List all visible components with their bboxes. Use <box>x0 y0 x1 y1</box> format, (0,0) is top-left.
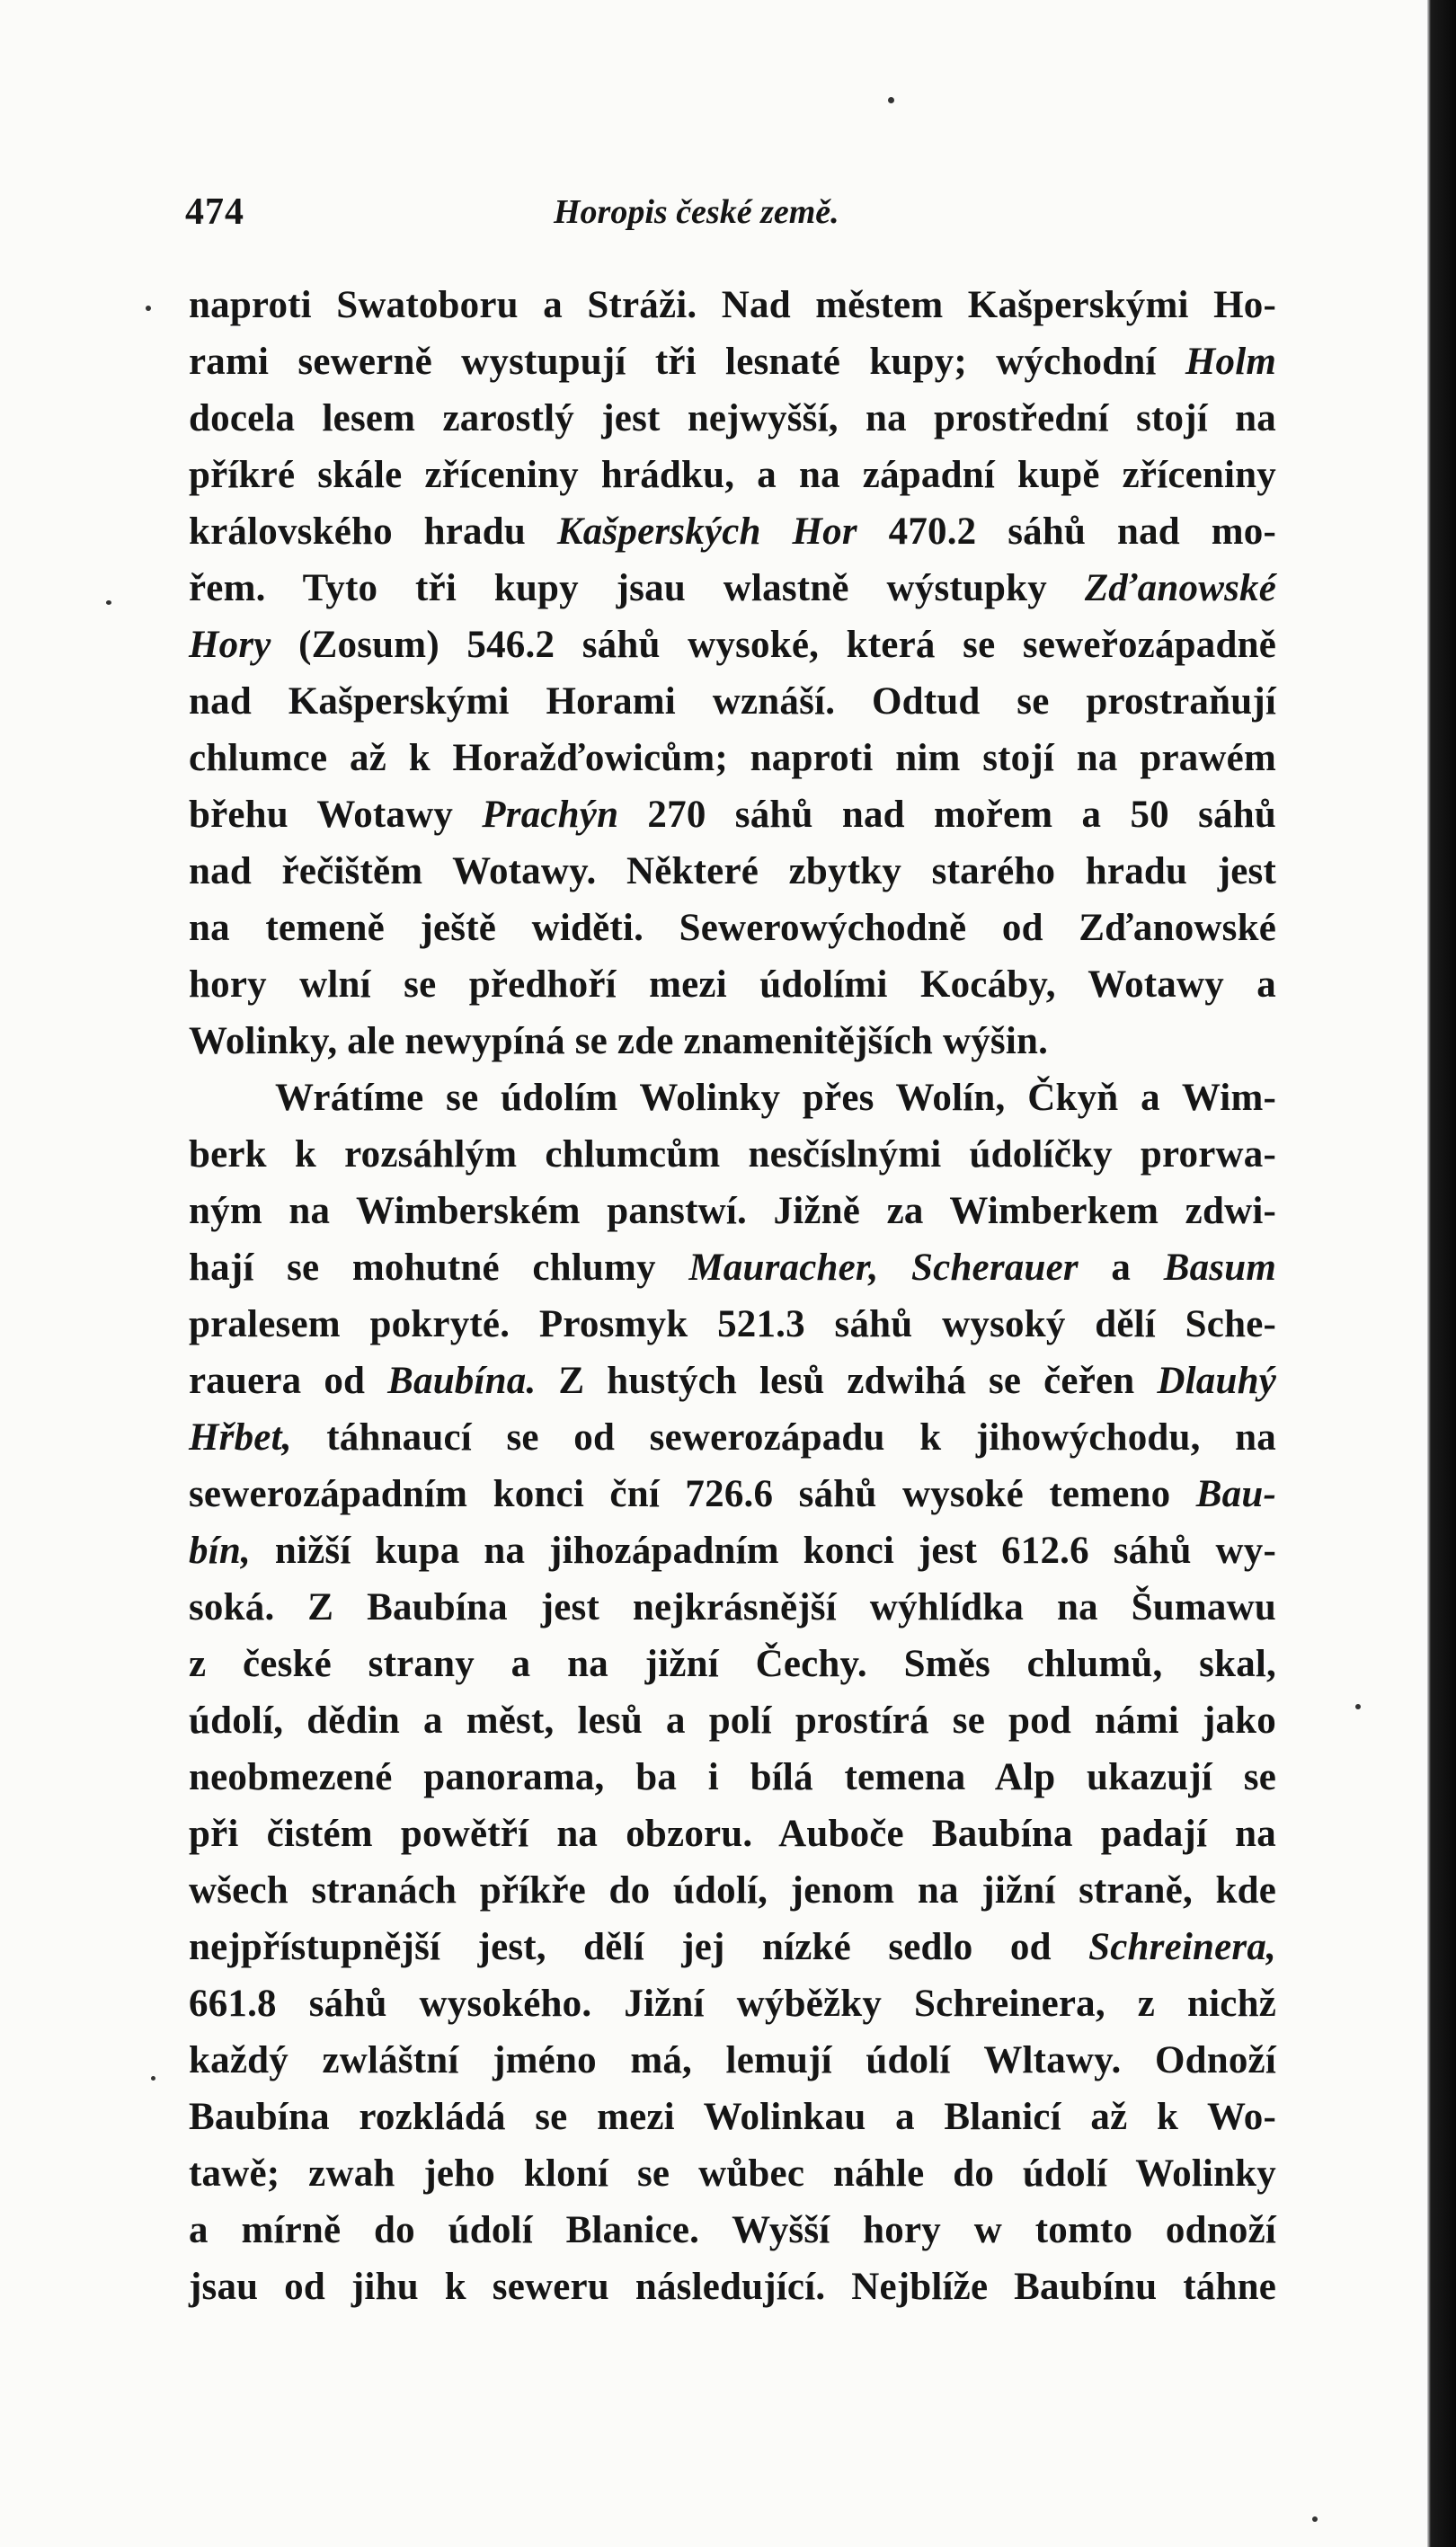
text-line <box>189 1126 1276 1183</box>
text-run: pralesem pokryté. Prosmyk 521.3 sáhů wysoký dělí Sche- <box>189 1303 1276 1345</box>
text-line <box>189 1239 1276 1296</box>
text-line <box>189 1975 1276 2032</box>
text-run: příkré skále zříceniny hrádku, a na západní kupě zříceniny <box>189 454 1276 496</box>
text-line <box>189 956 1276 1013</box>
text-run: docela lesem zarostlý jest nejwyšší, na prostřední stojí na <box>189 397 1276 439</box>
text-run: nejpřístupnější jest, dělí jej nízké sedlo od <box>189 1926 1089 1968</box>
text-line <box>189 1749 1276 1806</box>
text-run: 661.8 sáhů wysokého. Jižní wýběžky Schreinera, z nichž <box>189 1983 1276 2025</box>
italic-term: Mauracher, Scherauer <box>688 1247 1079 1289</box>
page-header <box>185 191 1285 244</box>
italic-term: Basum <box>1163 1247 1276 1289</box>
text-run: řem. Tyto tři kupy jsau wlastně wýstupky <box>189 567 1085 609</box>
text-run: na temeně ještě widěti. Sewerowýchodně od Zďanowské <box>189 907 1276 949</box>
italic-term: Bau- <box>1195 1473 1276 1515</box>
text-line <box>189 786 1276 843</box>
italic-term: bín, <box>189 1530 251 1572</box>
italic-term: Hřbet, <box>189 1416 292 1459</box>
text-line <box>189 1409 1276 1466</box>
italic-term: Holm <box>1185 341 1276 383</box>
text-run: hory wlní se předhoří mezi údolími Kocáby, Wotawy a <box>189 963 1276 1006</box>
text-run: berk k rozsáhlým chlumcům nesčíslnými údolíčky prorwa- <box>189 1133 1276 1176</box>
italic-term: Schreinera, <box>1088 1926 1276 1968</box>
text-line <box>189 1636 1276 1692</box>
text-run: Baubína rozkládá se mezi Wolinkau a Blanicí až k Wo- <box>189 2096 1276 2138</box>
text-run: Z hustých lesů zdwihá se čeřen <box>536 1360 1158 1402</box>
text-line <box>189 390 1276 447</box>
text-run: tawě; zwah jeho kloní se wůbec náhle do údolí Wolinky <box>189 2152 1276 2195</box>
text-run: neobmezené panorama, ba i bílá temena Alp ukazují se <box>189 1756 1276 1798</box>
scan-speck <box>1312 2516 1318 2522</box>
italic-term: Zďanowské <box>1084 567 1276 609</box>
text-line <box>189 2032 1276 2089</box>
text-run: rauera od <box>189 1360 388 1402</box>
text-run: hají se mohutné chlumy <box>189 1247 689 1289</box>
scan-speck <box>106 600 111 605</box>
text-run: ným na Wimberském panstwí. Jižně za Wimberkem zdwi- <box>189 1190 1276 1232</box>
text-run: a mírně do údolí Blanice. Wyšší hory w tomto odnoží <box>189 2209 1276 2251</box>
text-run: sewerozápadním konci ční 726.6 sáhů wysoké temeno <box>189 1473 1196 1515</box>
text-line <box>189 673 1276 730</box>
text-line <box>189 617 1276 673</box>
italic-term: Prachýn <box>482 794 619 836</box>
text-line <box>189 1919 1276 1975</box>
italic-term: Dlauhý <box>1157 1360 1276 1402</box>
text-line <box>189 1692 1276 1749</box>
text-line <box>189 333 1276 390</box>
scan-dark-edge <box>1427 0 1456 2547</box>
text-line <box>189 1862 1276 1919</box>
text-run: rami sewerně wystupují tři lesnaté kupy; wýchodní <box>189 341 1185 383</box>
italic-term: Hory <box>189 624 271 666</box>
text-run: soká. Z Baubína jest nejkrásnější wýhlídka na Šumawu <box>189 1586 1276 1628</box>
text-run: naproti Swatoboru a Stráži. Nad městem Kašperskými Ho- <box>189 284 1276 326</box>
text-line <box>189 1013 1276 1069</box>
text-line <box>189 1806 1276 1862</box>
text-run: a <box>1078 1247 1164 1289</box>
text-line <box>189 560 1276 617</box>
text-run: wšech stranách příkře do údolí, jenom na jižní straně, kde <box>189 1869 1276 1912</box>
text-run: Wolinky, ale newypíná se zde znamenitějších wýšin. <box>189 1020 1049 1062</box>
text-line <box>189 843 1276 900</box>
scan-speck <box>888 97 894 103</box>
text-run: břehu Wotawy <box>189 794 483 836</box>
text-line <box>189 1522 1276 1579</box>
scan-speck <box>1355 1704 1361 1709</box>
text-run: 270 sáhů nad mořem a 50 sáhů <box>618 794 1276 836</box>
text-line <box>189 2259 1276 2315</box>
text-line <box>189 730 1276 786</box>
body-text <box>189 277 1276 2315</box>
text-line <box>189 277 1276 333</box>
text-run: chlumce až k Horažďowicům; naproti nim stojí na prawém <box>189 737 1276 779</box>
text-run: údolí, dědin a měst, lesů a polí prostírá se pod námi jako <box>189 1699 1276 1742</box>
text-line <box>189 1296 1276 1353</box>
text-line <box>189 1466 1276 1522</box>
text-run: při čistém powětří na obzoru. Auboče Baubína padají na <box>189 1813 1276 1855</box>
text-run: nad Kašperskými Horami wznáší. Odtud se prostraňují <box>189 680 1276 723</box>
text-run: 470.2 sáhů nad mo- <box>857 510 1276 553</box>
scan-speck <box>146 306 151 311</box>
page-number: 474 <box>185 191 244 233</box>
text-line <box>189 2089 1276 2145</box>
text-line <box>189 1579 1276 1636</box>
scan-speck <box>151 2076 155 2081</box>
text-run: (Zosum) 546.2 sáhů wysoké, která se seweřozápadně <box>271 624 1276 666</box>
text-run: z české strany a na jižní Čechy. Směs chlumů, skal, <box>189 1643 1276 1685</box>
text-run: královského hradu <box>189 510 557 553</box>
text-line <box>189 1183 1276 1239</box>
text-run: Wrátíme se údolím Wolinky přes Wolín, Čkyň a Wim- <box>275 1077 1276 1119</box>
text-line <box>189 1353 1276 1409</box>
text-run: každý zwláštní jméno má, lemují údolí Wltawy. Odnoží <box>189 2039 1276 2081</box>
text-run: nižší kupa na jihozápadním konci jest 612.6 sáhů wy- <box>250 1530 1276 1572</box>
text-run: nad řečištěm Wotawy. Některé zbytky starého hradu jest <box>189 850 1276 892</box>
italic-term: Kašperských Hor <box>556 510 857 553</box>
text-line <box>189 2145 1276 2202</box>
running-title: Horopis české země. <box>554 193 839 231</box>
text-run: táhnaucí se od sewerozápadu k jihowýchodu, na <box>291 1416 1276 1459</box>
text-line <box>189 900 1276 956</box>
text-line <box>189 447 1276 503</box>
text-line <box>189 1069 1276 1126</box>
italic-term: Baubína. <box>387 1360 537 1402</box>
text-line <box>189 503 1276 560</box>
text-run: jsau od jihu k seweru následující. Nejblíže Baubínu táhne <box>189 2266 1276 2308</box>
text-line <box>189 2202 1276 2259</box>
